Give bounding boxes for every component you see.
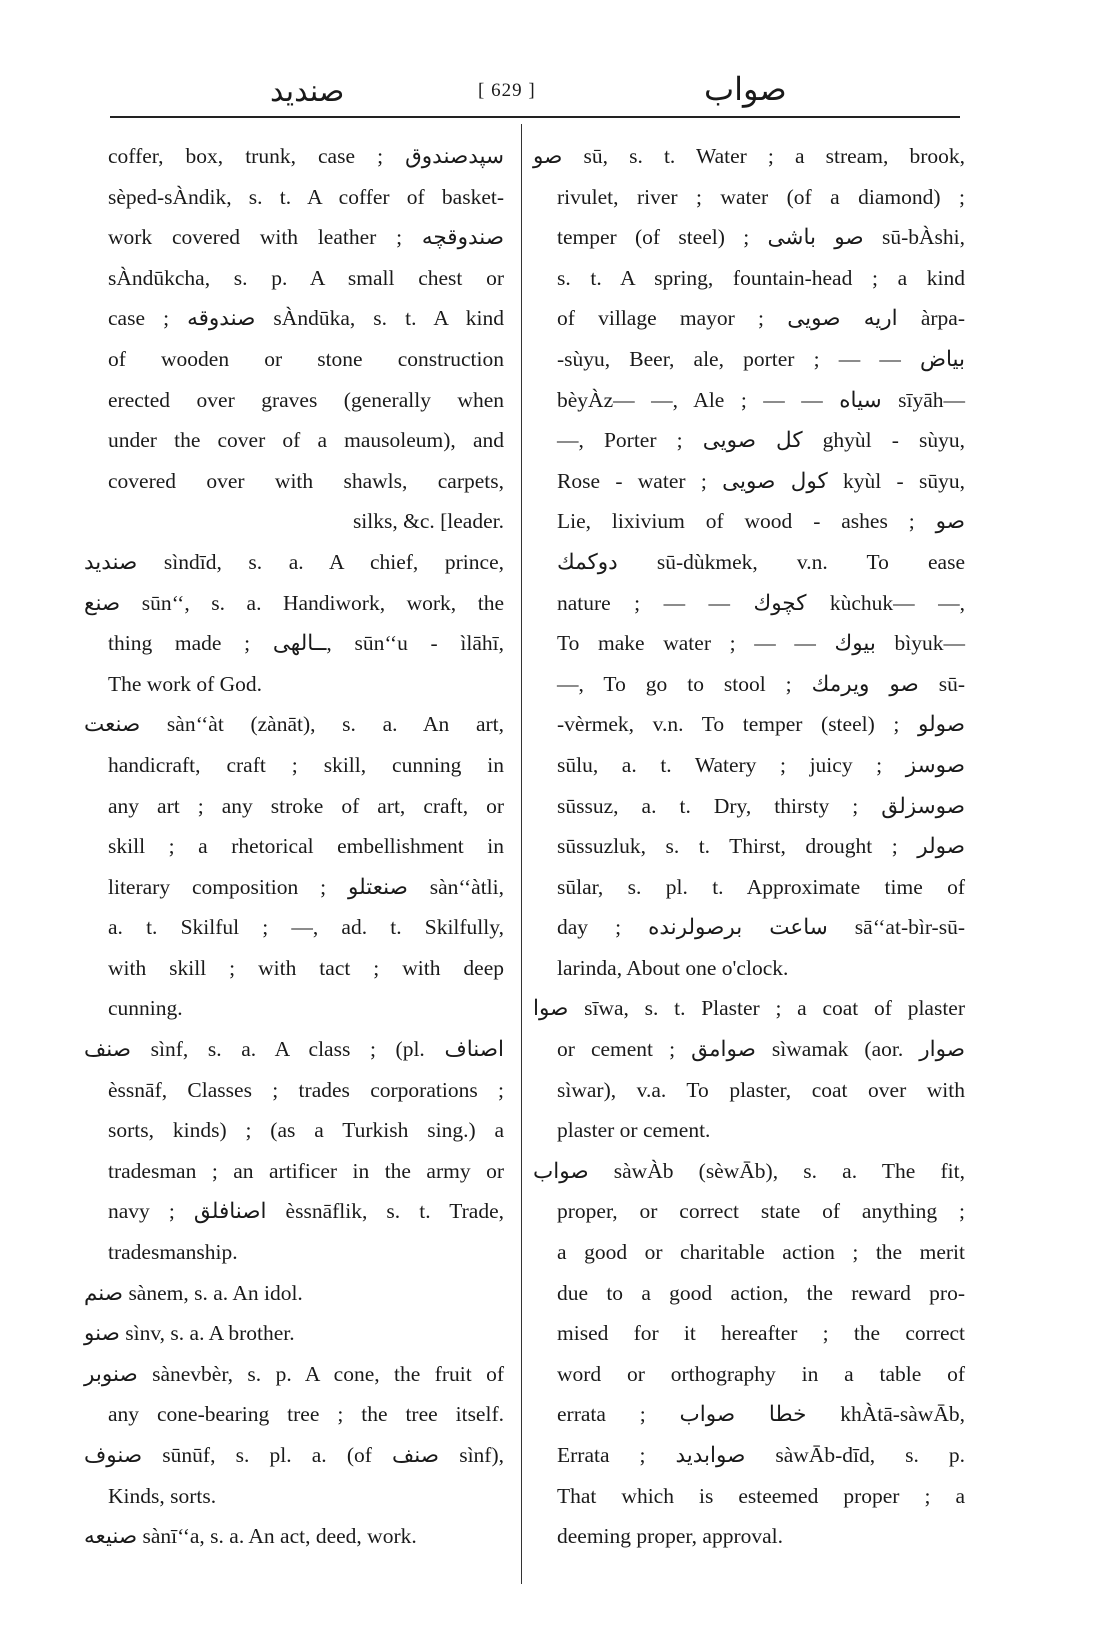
left-column-line: صنو sìnv, s. a. A brother. [84, 1321, 295, 1346]
left-column-line: any cone-bearing tree ; the tree itself. [108, 1402, 504, 1427]
right-column [533, 136, 965, 1557]
left-column-line: thing made ; ــالهی, sūn‘‘u - ìlāhī, [108, 631, 505, 656]
right-column-line: دوکمك sū-dùkmek, v.n. To ease [557, 549, 965, 574]
right-column-line: sūssuz, a. t. Dry, thirsty ; صوسزلق [557, 793, 965, 818]
header-rule [110, 116, 960, 118]
right-column-line: Errata ; صوابدید sàwĀb-dīd, s. p. [557, 1443, 965, 1467]
page-header [0, 64, 1113, 124]
left-column-line: صنعت sàn‘‘àt (zànāt), s. a. An art, [84, 712, 504, 737]
right-column-line: -vèrmek, v.n. To temper (steel) ; صولو [557, 712, 965, 737]
left-column-line: a. t. Skilful ; —, ad. t. Skilfully, [108, 915, 504, 940]
right-column-line: word or orthography in a table of [557, 1361, 965, 1386]
right-column-line: —, To go to stool ; صو ویرمك sū- [557, 671, 965, 696]
left-column-line: Kinds, sorts. [108, 1483, 217, 1508]
right-column-line: صو sū, s. t. Water ; a stream, brook, [533, 144, 965, 168]
right-column-line: of village mayor ; اریه صویی àrpa- [557, 306, 965, 331]
right-column-line: صوا sīwa, s. t. Plaster ; a coat of plaster [533, 996, 965, 1021]
right-column-line: bèyÀz— —, Ale ; — — سیاه sīyāh— [557, 387, 965, 412]
right-column-line: sìwar), v.a. To plaster, coat over with [557, 1077, 965, 1102]
left-column-line: erected over graves (generally when [108, 387, 504, 412]
left-column-line: صنف sìnf, s. a. A class ; (pl. اصناف [84, 1037, 504, 1062]
right-column-line: a good or charitable action ; the merit [557, 1240, 965, 1265]
left-column-line: sÀndūkcha, s. p. A small chest or [108, 265, 504, 290]
right-column-line: -sùyu, Beer, ale, porter ; — — بیاض [557, 346, 965, 371]
left-column-line: tradesman ; an artificer in the army or [108, 1158, 504, 1183]
left-column-line: silks, &c. [leader. [352, 509, 504, 534]
right-column-line: plaster or cement. [557, 1118, 711, 1143]
left-column-line: èssnāf, Classes ; trades corporations ; [108, 1077, 504, 1102]
right-catchword: صواب [704, 71, 787, 107]
left-column-line: sorts, kinds) ; (as a Turkish sing.) a [108, 1118, 504, 1143]
left-column-line: any art ; any stroke of art, craft, or [108, 793, 504, 818]
left-column-line: handicraft, craft ; skill, cunning in [108, 752, 504, 777]
left-column-line: The work of God. [108, 671, 263, 696]
right-column-line: or cement ; صوامق sìwamak (aor. صوار [557, 1037, 965, 1062]
right-column-line: errata ; خطا صواب khÀtā-sàwĀb, [557, 1402, 965, 1427]
left-column-line: صنیعه sànī‘‘a, s. a. An act, deed, work. [84, 1524, 417, 1549]
right-column-line: —, Porter ; کل صویی ghyùl - sùyu, [557, 428, 965, 453]
right-column-line: صواب sàwÀb (sèwĀb), s. a. The fit, [533, 1158, 965, 1183]
right-column-line: rivulet, river ; water (of a diamond) ; [557, 184, 965, 209]
left-column-line: صنع sūn‘‘, s. a. Handiwork, work, the [84, 590, 504, 615]
right-column-line: To make water ; — — بیوك bìyuk— [557, 631, 965, 656]
column-divider [521, 124, 522, 1584]
left-column-line: sèped-sÀndik, s. t. A coffer of basket- [108, 184, 504, 209]
left-column-line: under the cover of a mausoleum), and [108, 428, 504, 453]
right-column-line: sūlu, a. t. Watery ; juicy ; صوسز [557, 752, 965, 777]
left-column-line: صنم sànem, s. a. An idol. [84, 1280, 303, 1305]
left-column-line: صندید sìndīd, s. a. A chief, prince, [84, 549, 504, 574]
left-column [84, 136, 504, 1557]
left-catchword: صندید [270, 75, 345, 108]
left-column-line: coffer, box, trunk, case ; سپدصندوق [108, 144, 504, 168]
page-number: [ 629 ] [478, 80, 536, 101]
right-column-line: That which is esteemed proper ; a [557, 1483, 965, 1508]
left-column-line: cunning. [108, 996, 183, 1021]
right-column-line: sūssuzluk, s. t. Thirst, drought ; صولر [557, 834, 965, 859]
left-column-line: navy ; اصنافلق èssnāflik, s. t. Trade, [108, 1199, 504, 1224]
right-column-line: sūlar, s. pl. t. Approximate time of [557, 874, 965, 899]
right-column-line: day ; ساعت برصولرنده sā‘‘at-bìr-sū- [557, 915, 965, 940]
right-column-line: proper, or correct state of anything ; [557, 1199, 965, 1224]
left-column-line: of wooden or stone construction [108, 346, 504, 371]
left-column-line: covered over with shawls, carpets, [108, 468, 504, 493]
left-column-line: skill ; a rhetorical embellishment in [108, 834, 504, 859]
left-column-line: صنوبر sànevbèr, s. p. A cone, the fruit of [84, 1361, 504, 1386]
left-column-line: with skill ; with tact ; with deep [108, 955, 504, 980]
right-column-line: s. t. A spring, fountain-head ; a kind [557, 265, 965, 290]
right-column-line: deeming proper, approval. [557, 1524, 784, 1549]
left-column-line: work covered with leather ; صندوقچه [108, 225, 504, 250]
right-column-line: temper (of steel) ; صو باشی sū-bÀshi, [557, 225, 965, 250]
right-column-line: nature ; — — کچوك kùchuk— —, [557, 590, 965, 615]
right-column-line: Rose - water ; کول صویی kyùl - sūyu, [557, 468, 965, 493]
left-column-line: literary composition ; صنعتلو sàn‘‘àtli, [108, 874, 504, 899]
right-column-line: due to a good action, the reward pro- [557, 1280, 965, 1305]
left-column-line: case ; صندوقه sÀndūka, s. t. A kind [108, 306, 505, 331]
left-column-line: tradesmanship. [108, 1240, 238, 1265]
right-column-line: larinda, About one o'clock. [557, 955, 789, 980]
left-column-line: صنوف sūnūf, s. pl. a. (of صنف sìnf), [84, 1443, 504, 1467]
right-column-line: mised for it hereafter ; the correct [557, 1321, 965, 1346]
right-column-line: Lie, lixivium of wood - ashes ; صو [557, 509, 965, 534]
